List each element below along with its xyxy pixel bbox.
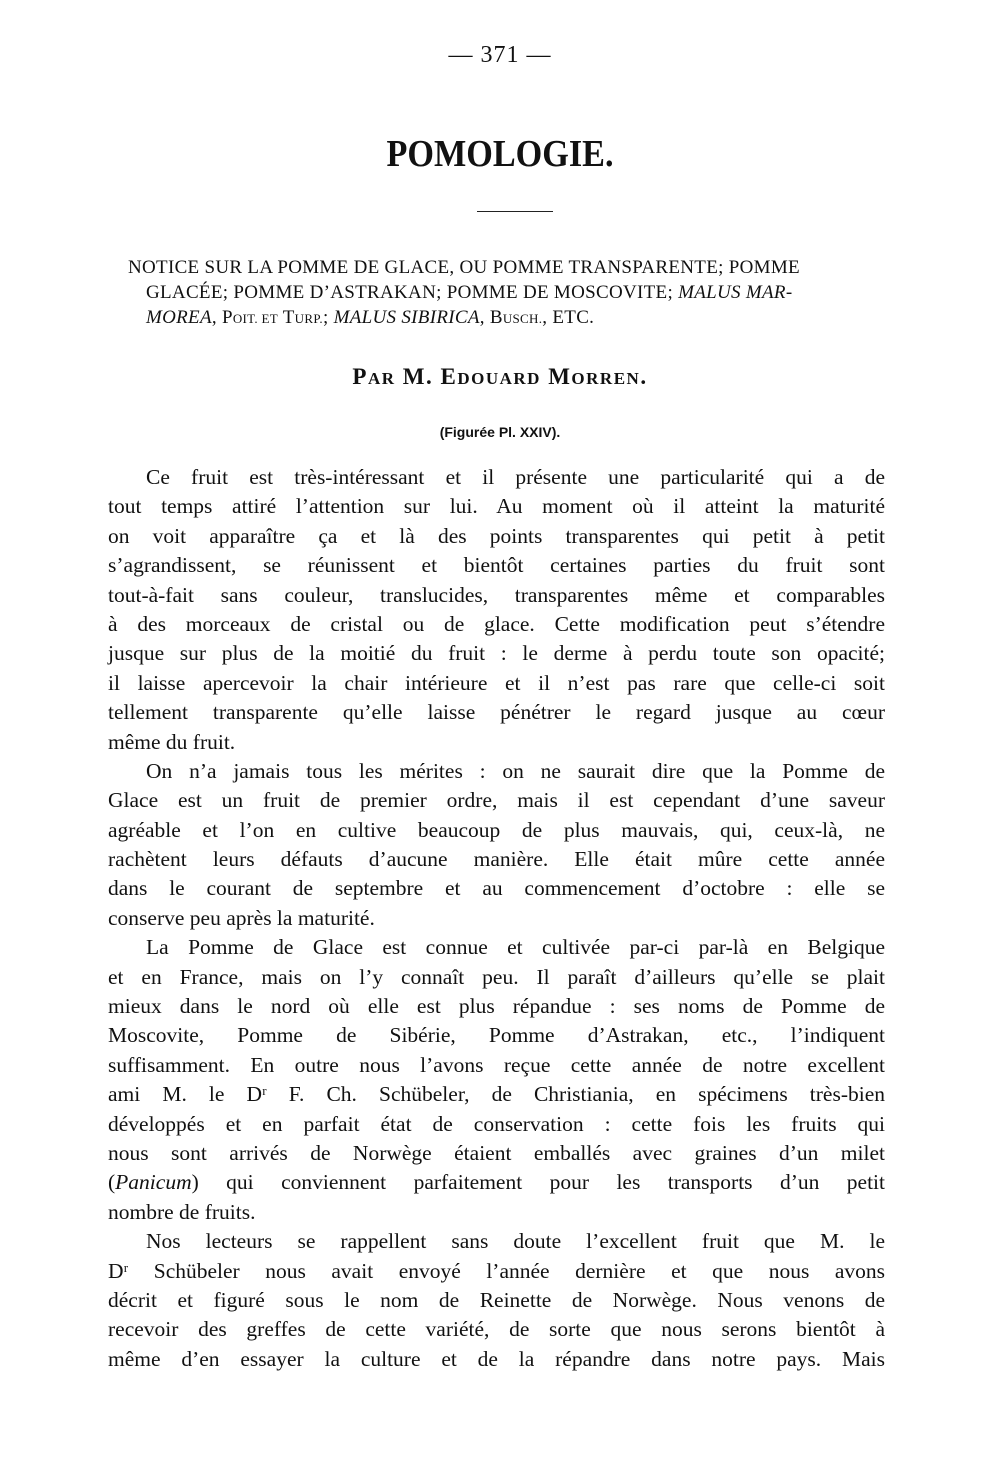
text-line: même du fruit.	[108, 729, 236, 754]
paragraph	[108, 1227, 885, 1374]
text-line: il laisse apercevoir la chair intérieure et il n’est pas rare que celle-ci soit	[108, 670, 885, 695]
text-line: Ce fruit est très-intéressant et il présente une particularité qui a de	[146, 465, 885, 489]
text-line: On n’a jamais tous les mérites : on ne saurait dire que la Pomme de	[146, 758, 885, 783]
text-line: à des morceaux de cristal ou de glace. Cette modification peut s’étendre	[108, 611, 885, 636]
text-segment: AR	[367, 369, 396, 388]
paragraph	[108, 463, 885, 757]
text-line: dans le courant de septembre et au commencement d’octobre : elle se	[108, 876, 885, 901]
author-byline	[0, 364, 1000, 390]
text-line: Nos lecteurs se rappellent sans doute l’excellent fruit que M. le	[146, 1229, 885, 1254]
text-line: Glace est un fruit de premier ordre, mais il est cependant d’une saveur	[108, 788, 885, 813]
italic-text: MALUS SIBIRICA	[333, 307, 480, 328]
text-segment: , ETC.	[542, 307, 595, 328]
text-line: agréable et l’on en cultive beaucoup de plus mauvais, qui, ceux-là, ne	[108, 817, 885, 842]
text-line: jusque sur plus de la moitié du fruit : le derme à perdu toute son opacité;	[108, 641, 885, 666]
text-line: développés et en parfait état de conservation : cette fois les fruits qui	[108, 1111, 885, 1136]
text-line: mieux dans le nord où elle est plus répandue : ses noms de Pomme de	[108, 994, 885, 1019]
text-line: nombre de fruits.	[108, 1199, 256, 1224]
text-segment: .	[640, 364, 648, 389]
heading-line	[146, 280, 898, 305]
text-line: rachètent leurs défauts d’aucune manière. Elle était mûre cette année	[108, 847, 885, 872]
text-line: tout-à-fait sans couleur, translucides, transparentes même et comparables	[108, 582, 885, 607]
text-line: s’agrandissent, se réunissent et bientôt certaines parties du fruit sont	[108, 553, 885, 578]
text-segment: ORREN	[571, 369, 641, 388]
text-line: on voit apparaître ça et là des points transparentes qui petit à petit	[108, 523, 885, 548]
italic-text: MALUS MAR-	[678, 282, 793, 303]
text-segment: USCH.	[502, 311, 543, 326]
article-heading	[128, 255, 898, 331]
text-line: même d’en essayer la culture et de la répandre dans notre pays. Mais	[108, 1346, 885, 1371]
article-body	[108, 463, 885, 1374]
text-segment: M. E	[395, 364, 458, 389]
text-line: conserve peu après la maturité.	[108, 905, 375, 930]
heading-line	[128, 255, 898, 280]
text-line: suffisamment. En outre nous l’avons reçue cette année de notre excellent	[108, 1052, 885, 1077]
section-title: POMOLOGIE.	[386, 133, 614, 175]
text-segment: T	[278, 307, 295, 328]
page-number: — 371 —	[448, 42, 552, 68]
text-line: (Panicum) qui conviennent parfaitement pour les transports d’un petit	[108, 1170, 885, 1195]
paragraph	[108, 757, 885, 933]
text-line: tellement transparente qu’elle laisse pénétrer le regard jusque au cœur	[108, 700, 885, 725]
text-line: La Pomme de Glace est connue et cultivée par-ci par-là en Belgique	[146, 935, 885, 960]
text-line: décrit et figuré sous le nom de Reinette de Norwège. Nous venons de	[108, 1287, 885, 1312]
text-segment: , B	[479, 307, 503, 328]
text-line: recevoir des greffes de cette variété, de sorte que nous serons bientôt à	[108, 1317, 885, 1342]
text-segment: P	[352, 364, 368, 389]
text-line: Moscovite, Pomme de Sibérie, Pomme d’Astrakan, etc., l’indiquent	[108, 1023, 885, 1048]
text-line: nous sont arrivés de Norwège étaient emballés avec graines d’un milet	[108, 1140, 885, 1165]
text-segment: GLACÉE; POMME D’ASTRAKAN; POMME DE MOSCOVITE;	[146, 282, 679, 303]
text-segment: , P	[211, 307, 233, 328]
text-line: ami M. le Dʳ F. Ch. Schübeler, de Christiania, en spécimens très-bien	[108, 1082, 885, 1107]
text-segment: ;	[322, 307, 334, 328]
italic-text: MOREA	[146, 307, 212, 328]
heading-line	[146, 305, 898, 331]
text-segment: DOUARD	[457, 369, 541, 388]
paragraph	[108, 933, 885, 1227]
text-line: Dʳ Schübeler nous avait envoyé l’année dernière et que nous avons	[108, 1258, 885, 1283]
figure-reference: (Figurée Pl. XXIV).	[439, 424, 561, 440]
text-line: et en France, mais on l’y connaît peu. Il paraît d’ailleurs qu’elle se plait	[108, 964, 885, 989]
text-segment: OIT. ET	[232, 311, 279, 326]
title-divider	[477, 211, 553, 212]
text-segment: URP.	[294, 311, 323, 326]
text-segment: NOTICE SUR LA POMME DE GLACE, OU POMME TRANSPARENTE; POMME	[128, 257, 800, 278]
text-line: tout temps attiré l’attention sur lui. Au moment où il atteint la maturité	[108, 494, 885, 519]
text-segment: M	[540, 364, 572, 389]
